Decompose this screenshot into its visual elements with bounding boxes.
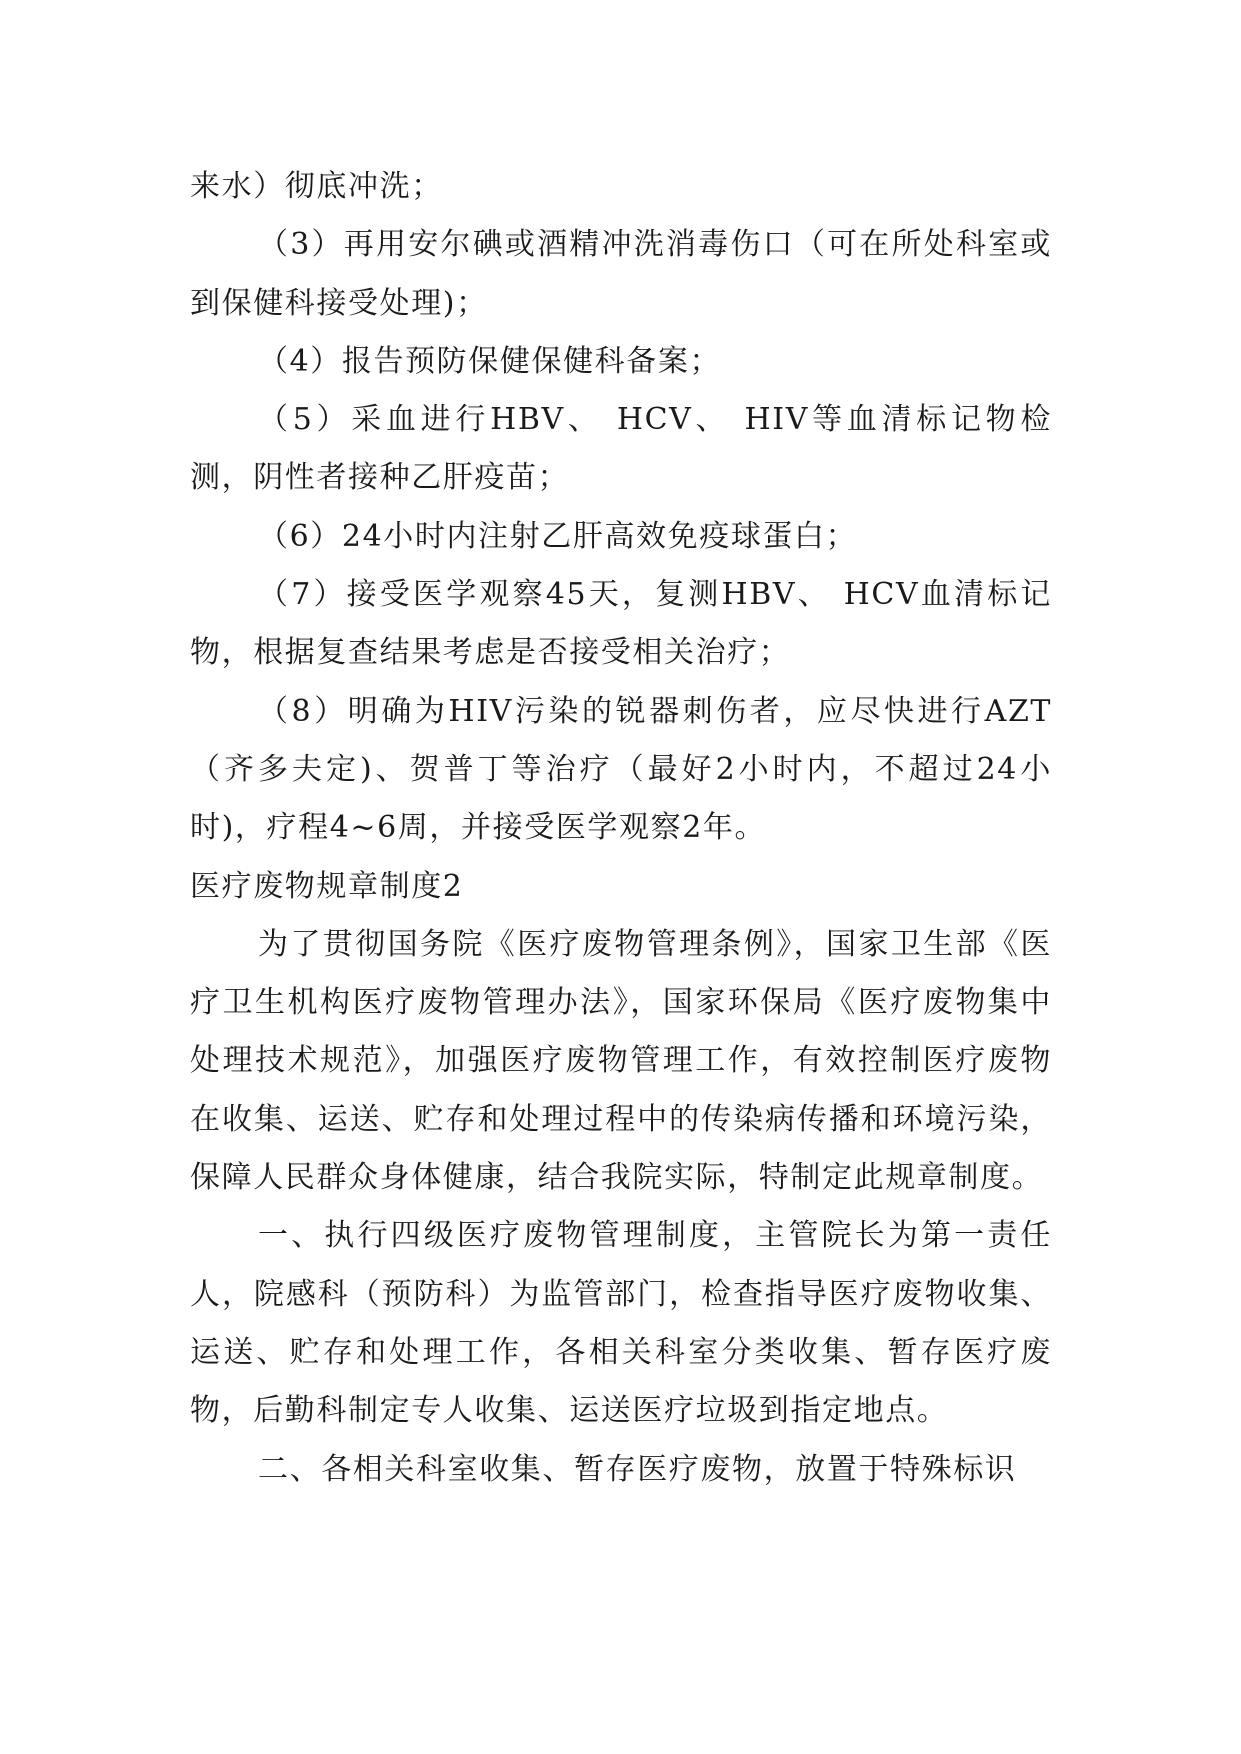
body-paragraph: 一、执行四级医疗废物管理制度，主管院长为第一责任人，院感科（预防科）为监管部门，检查指导医疗废物收集、运送、贮存和处理工作，各相关科室分类收集、暂存医疗废物，后勤科制定专人收集、运送医疗垃圾到指定地点。 [190,1218,1052,1429]
body-paragraph: 二、各相关科室收集、暂存医疗废物，放置于特殊标识 [258,1451,1017,1487]
list-item: （5）采血进行HBV、 HCV、 HIV等血清标记物检测，阴性者接种乙肝疫苗； [190,402,1052,496]
section-heading: 医疗废物规章制度2 [190,868,464,904]
list-item: （7）接受医学观察45天，复测HBV、 HCV血清标记物，根据复查结果考虑是否接受相关治疗； [190,577,1052,671]
document-body [190,158,1052,1499]
continuation-paragraph: 来水）彻底冲洗； [190,169,443,204]
body-paragraph: 为了贯彻国务院《医疗废物管理条例》，国家卫生部《医疗卫生机构医疗废物管理办法》，国家环保局《医疗废物集中处理技术规范》，加强医疗废物管理工作，有效控制医疗废物在收集、运送、贮存和处理过程中的传染病传播和环境污染，保障人民群众身体健康，结合我院实际，特制定此规章制度。 [190,926,1052,1196]
list-item: （8）明确为HIV污染的锐器刺伤者，应尽快进行AZT（齐多夫定)、贺普丁等治疗（最好2小时内，不超过24小时)，疗程4~6周，并接受医学观察2年。 [190,693,1052,846]
list-item: （4）报告预防保健保健科备案； [258,343,722,379]
list-item: （3）再用安尔碘或酒精冲洗消毒伤口（可在所处科室或到保健科接受处理)； [190,227,1052,321]
list-item: （6）24小时内注射乙肝高效免疫球蛋白； [258,518,858,554]
